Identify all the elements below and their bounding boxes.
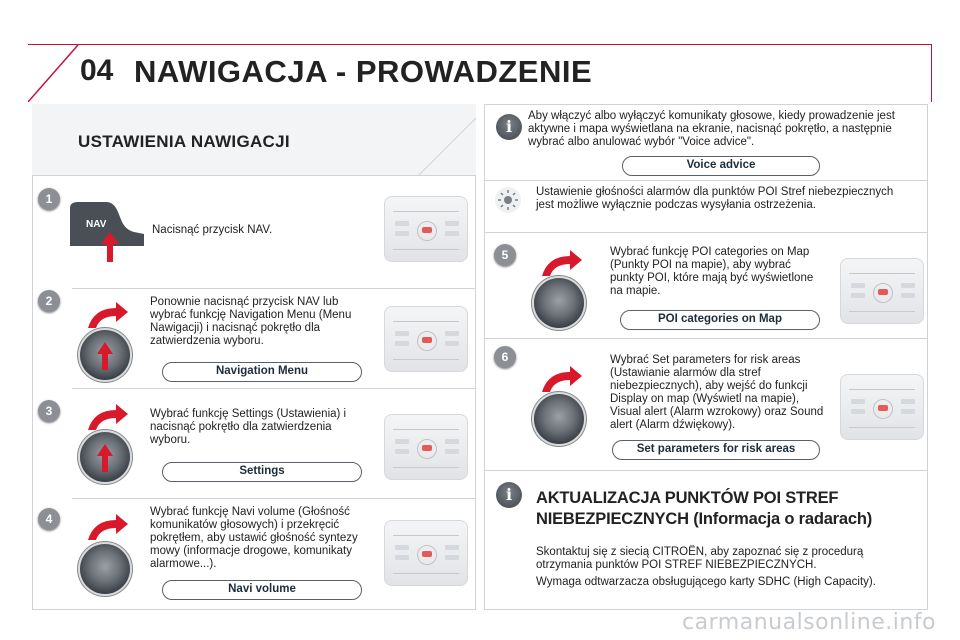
control-knob-icon (80, 544, 130, 594)
settings-button[interactable]: Settings (162, 462, 362, 482)
row-divider (484, 338, 928, 339)
radio-unit-image (384, 306, 468, 372)
radio-unit-image (384, 414, 468, 480)
navi-volume-button[interactable]: Navi volume (162, 580, 362, 600)
rotate-arrow-icon (86, 512, 130, 542)
control-knob-icon (534, 394, 584, 444)
step-1-text: Nacisnąć przycisk NAV. (152, 224, 273, 236)
control-knob-icon (534, 278, 584, 328)
update-section-title: AKTUALIZACJA PUNKTÓW POI STREF NIEBEZPIECZNYCH (Informacja o radarach) (536, 489, 873, 528)
row-divider (72, 388, 476, 389)
header-corner (28, 44, 84, 102)
section-title: USTAWIENIA NAWIGACJI (78, 132, 290, 151)
press-arrow-icon (96, 340, 114, 370)
watermark: carmanualsonline.info (682, 610, 936, 635)
step-badge-5: 5 (494, 244, 516, 266)
step-5-text: Wybrać funkcję POI categories on Map (Punkty POI na mapie), aby wybrać punkty POI, które mają być wyświetlone na mapie. (610, 246, 814, 297)
info-icon: i (496, 482, 522, 508)
step-4-text: Wybrać funkcję Navi volume (Głośność komunikatów głosowych) i przekręcić pokrętłem, aby ustawić głośność syntezy mowy (informacje drogowe, komunikaty alarmowe...). (150, 506, 358, 570)
row-divider (72, 498, 476, 499)
row-divider (72, 288, 476, 289)
poi-categories-button[interactable]: POI categories on Map (620, 310, 820, 330)
rotate-arrow-icon (86, 300, 130, 330)
radio-unit-image (840, 258, 924, 324)
svg-text:NAV: NAV (86, 219, 107, 230)
step-badge-4: 4 (38, 508, 60, 530)
radio-unit-image (384, 196, 468, 262)
page-title: NAWIGACJA - PROWADZENIE (134, 54, 593, 89)
rotate-arrow-icon (86, 402, 130, 432)
volume-tip-text: Ustawienie głośności alarmów dla punktów POI Stref niebezpiecznych jest możliwe wyłącznie podczas wysyłania ostrzeżenia. (536, 186, 894, 211)
section-header-diag (418, 104, 476, 176)
row-divider (484, 232, 928, 233)
update-paragraph-2: Wymaga odtwarzacza obsługującego karty SDHC (High Capacity). (536, 576, 876, 588)
step-2-text: Ponownie nacisnąć przycisk NAV lub wybrać funkcję Navigation Menu (Menu Nawigacji) i nacisnąć pokrętło dla zatwierdzenia wyboru. (150, 296, 352, 347)
info-icon: i (496, 114, 522, 140)
radio-unit-image (384, 520, 468, 586)
navigation-menu-button[interactable]: Navigation Menu (162, 362, 362, 382)
step-badge-2: 2 (38, 290, 60, 312)
row-divider (484, 470, 928, 471)
rotate-arrow-icon (540, 364, 584, 394)
voice-advice-info-text: Aby włączyć albo wyłączyć komunikaty głosowe, kiedy prowadzenie jest aktywne i mapa wyświetlana na ekranie, nacisnąć pokrętło, a następnie wybrać albo anulować wybór "Voice advice". (528, 110, 895, 148)
rotate-arrow-icon (540, 248, 584, 278)
sun-tip-icon (494, 186, 522, 214)
update-paragraph-1: Skontaktuj się z siecią CITROËN, aby zapoznać się z procedurą otrzymania punktów POI STREF NIEBEZPIECZNYCH. (536, 546, 864, 571)
step-3-text: Wybrać funkcję Settings (Ustawienia) i nacisnąć pokrętło dla zatwierdzenia wyboru. (150, 408, 347, 446)
row-divider (484, 180, 928, 181)
step-6-text: Wybrać Set parameters for risk areas (Ustawianie alarmów dla stref niebezpiecznych), aby wejść do funkcji Display on map (Wyświetl na mapie), Visual alert (Alarm wzrokowy) oraz Sound alert (Alarm dźwiękowy). (610, 354, 824, 431)
set-risk-parameters-button[interactable]: Set parameters for risk areas (612, 440, 820, 460)
step-badge-3: 3 (38, 400, 60, 422)
step-badge-6: 6 (494, 346, 516, 368)
voice-advice-button[interactable]: Voice advice (622, 156, 820, 176)
nav-button-icon (70, 200, 144, 262)
chapter-number: 04 (80, 54, 114, 87)
step-badge-1: 1 (38, 188, 60, 210)
press-arrow-icon (96, 442, 114, 472)
radio-unit-image (840, 374, 924, 440)
